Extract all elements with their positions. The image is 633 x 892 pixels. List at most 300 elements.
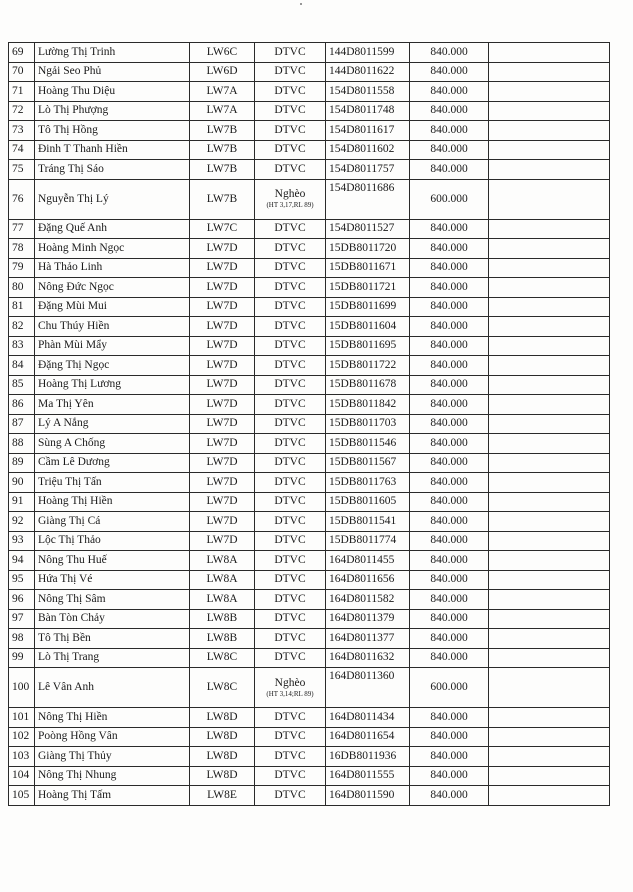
table-row <box>9 727 610 747</box>
student-code-cell: 144D8011599 <box>326 43 410 63</box>
student-name-cell: Lộc Thị Thảo <box>35 531 190 551</box>
student-name-cell: Nông Thị Sâm <box>35 590 190 610</box>
class-cell: LW7D <box>190 375 255 395</box>
table-row <box>9 590 610 610</box>
object-cell: DTVC <box>255 531 326 551</box>
table-row <box>9 278 610 298</box>
amount-cell: 840.000 <box>410 766 489 786</box>
note-cell <box>489 297 610 317</box>
note-cell <box>489 160 610 180</box>
object-cell: DTVC <box>255 375 326 395</box>
amount-cell: 840.000 <box>410 121 489 141</box>
table-row <box>9 648 610 668</box>
object-cell: DTVC <box>255 297 326 317</box>
object-cell: DTVC <box>255 708 326 728</box>
amount-cell: 840.000 <box>410 492 489 512</box>
table-row <box>9 434 610 454</box>
note-cell <box>489 786 610 806</box>
student-code-cell: 154D8011558 <box>326 82 410 102</box>
amount-cell: 840.000 <box>410 140 489 160</box>
student-name-cell: Phàn Mùi Mẩy <box>35 336 190 356</box>
class-cell: LW8D <box>190 708 255 728</box>
student-code-cell: 164D8011656 <box>326 570 410 590</box>
student-name-cell: Giàng Thị Cá <box>35 512 190 532</box>
row-number-cell: 98 <box>9 629 35 649</box>
amount-cell: 840.000 <box>410 258 489 278</box>
row-number-cell: 99 <box>9 648 35 668</box>
object-cell: DTVC <box>255 492 326 512</box>
student-name-cell: Nguyễn Thị Lý <box>35 179 190 219</box>
note-cell <box>489 512 610 532</box>
object-cell: DTVC <box>255 395 326 415</box>
table-row <box>9 414 610 434</box>
note-cell <box>489 219 610 239</box>
class-cell: LW7D <box>190 492 255 512</box>
object-cell: DTVC <box>255 82 326 102</box>
object-cell: DTVC <box>255 101 326 121</box>
row-number-cell: 95 <box>9 570 35 590</box>
table-row <box>9 453 610 473</box>
student-name-cell: Nông Thị Hiền <box>35 708 190 728</box>
amount-cell: 840.000 <box>410 708 489 728</box>
student-name-cell: Hà Thảo Linh <box>35 258 190 278</box>
note-cell <box>489 570 610 590</box>
amount-cell: 840.000 <box>410 278 489 298</box>
object-cell: DTVC <box>255 590 326 610</box>
note-cell <box>489 278 610 298</box>
table-row <box>9 258 610 278</box>
object-cell: DTVC <box>255 747 326 767</box>
note-cell <box>489 336 610 356</box>
table-row <box>9 317 610 337</box>
class-cell: LW8D <box>190 747 255 767</box>
object-cell: DTVC <box>255 43 326 63</box>
row-number-cell: 80 <box>9 278 35 298</box>
class-cell: LW7D <box>190 395 255 415</box>
student-code-cell: 15DB8011703 <box>326 414 410 434</box>
note-cell <box>489 590 610 610</box>
student-code-cell: 15DB8011567 <box>326 453 410 473</box>
object-label: Nghèo <box>274 676 306 689</box>
class-cell: LW7D <box>190 356 255 376</box>
object-cell <box>255 668 326 708</box>
object-cell: DTVC <box>255 727 326 747</box>
student-code-cell: 15DB8011671 <box>326 258 410 278</box>
student-code-cell: 164D8011555 <box>326 766 410 786</box>
object-cell: DTVC <box>255 258 326 278</box>
student-name-cell: Giàng Thị Thủy <box>35 747 190 767</box>
class-cell: LW8D <box>190 766 255 786</box>
amount-cell: 840.000 <box>410 395 489 415</box>
amount-cell: 840.000 <box>410 336 489 356</box>
table-row <box>9 395 610 415</box>
note-cell <box>489 551 610 571</box>
amount-cell: 840.000 <box>410 473 489 493</box>
student-name-cell: Cầm Lê Dương <box>35 453 190 473</box>
student-name-cell: Nông Đức Ngọc <box>35 278 190 298</box>
class-cell: LW8B <box>190 609 255 629</box>
row-number-cell: 90 <box>9 473 35 493</box>
table-row <box>9 121 610 141</box>
table-row <box>9 356 610 376</box>
note-cell <box>489 708 610 728</box>
row-number-cell: 71 <box>9 82 35 102</box>
student-name-cell: Lò Thị Trang <box>35 648 190 668</box>
row-number-cell: 73 <box>9 121 35 141</box>
table-row <box>9 747 610 767</box>
student-name-cell: Lường Thị Trinh <box>35 43 190 63</box>
student-name-cell: Hoàng Thị Lương <box>35 375 190 395</box>
note-cell <box>489 727 610 747</box>
object-cell: DTVC <box>255 453 326 473</box>
row-number-cell: 87 <box>9 414 35 434</box>
table-row <box>9 512 610 532</box>
table-row <box>9 492 610 512</box>
note-cell <box>489 648 610 668</box>
student-code-cell: 164D8011379 <box>326 609 410 629</box>
student-code-cell: 15DB8011842 <box>326 395 410 415</box>
student-name-cell: Ma Thị Yên <box>35 395 190 415</box>
amount-cell: 840.000 <box>410 317 489 337</box>
class-cell: LW7B <box>190 121 255 141</box>
table-row <box>9 179 610 219</box>
table-row <box>9 160 610 180</box>
object-cell: DTVC <box>255 239 326 259</box>
row-number-cell: 75 <box>9 160 35 180</box>
object-cell: DTVC <box>255 648 326 668</box>
student-name-cell: Hoàng Thị Hiền <box>35 492 190 512</box>
student-name-cell: Sùng A Chống <box>35 434 190 454</box>
table-row <box>9 239 610 259</box>
student-code-cell: 15DB8011722 <box>326 356 410 376</box>
student-name-cell: Hứa Thị Vé <box>35 570 190 590</box>
table-row <box>9 570 610 590</box>
amount-cell: 840.000 <box>410 512 489 532</box>
row-number-cell: 83 <box>9 336 35 356</box>
class-cell: LW7D <box>190 297 255 317</box>
note-cell <box>489 531 610 551</box>
amount-cell: 840.000 <box>410 609 489 629</box>
table-row <box>9 551 610 571</box>
table-row <box>9 766 610 786</box>
student-code-cell: 15DB8011605 <box>326 492 410 512</box>
object-cell: DTVC <box>255 121 326 141</box>
row-number-cell: 76 <box>9 179 35 219</box>
row-number-cell: 102 <box>9 727 35 747</box>
row-number-cell: 89 <box>9 453 35 473</box>
note-cell <box>489 609 610 629</box>
note-cell <box>489 395 610 415</box>
student-name-cell: Hoàng Thị Tấm <box>35 786 190 806</box>
table-row <box>9 43 610 63</box>
table-row <box>9 82 610 102</box>
note-cell <box>489 43 610 63</box>
amount-cell: 840.000 <box>410 786 489 806</box>
amount-cell: 840.000 <box>410 297 489 317</box>
note-cell <box>489 140 610 160</box>
amount-cell: 840.000 <box>410 590 489 610</box>
row-number-cell: 85 <box>9 375 35 395</box>
object-cell: DTVC <box>255 629 326 649</box>
class-cell: LW7D <box>190 434 255 454</box>
student-code-cell: 15DB8011774 <box>326 531 410 551</box>
row-number-cell: 86 <box>9 395 35 415</box>
student-name-cell: Lý A Nắng <box>35 414 190 434</box>
amount-cell: 840.000 <box>410 648 489 668</box>
object-cell: DTVC <box>255 336 326 356</box>
student-name-cell: Lò Thị Phượng <box>35 101 190 121</box>
student-code-cell: 15DB8011546 <box>326 434 410 454</box>
class-cell: LW8A <box>190 570 255 590</box>
student-code-cell: 154D8011757 <box>326 160 410 180</box>
class-cell: LW8C <box>190 668 255 708</box>
amount-cell: 840.000 <box>410 160 489 180</box>
table-row <box>9 140 610 160</box>
amount-cell: 600.000 <box>410 179 489 219</box>
student-name-cell: Hoàng Minh Ngọc <box>35 239 190 259</box>
row-number-cell: 74 <box>9 140 35 160</box>
student-code-cell: 154D8011527 <box>326 219 410 239</box>
class-cell: LW7A <box>190 101 255 121</box>
class-cell: LW8A <box>190 590 255 610</box>
student-code-cell: 154D8011602 <box>326 140 410 160</box>
table-row <box>9 609 610 629</box>
row-number-cell: 79 <box>9 258 35 278</box>
student-name-cell: Bàn Tòn Chảy <box>35 609 190 629</box>
object-cell: DTVC <box>255 512 326 532</box>
class-cell: LW8D <box>190 727 255 747</box>
object-cell <box>255 179 326 219</box>
class-cell: LW7D <box>190 414 255 434</box>
row-number-cell: 78 <box>9 239 35 259</box>
row-number-cell: 82 <box>9 317 35 337</box>
amount-cell: 840.000 <box>410 356 489 376</box>
note-cell <box>489 629 610 649</box>
row-number-cell: 81 <box>9 297 35 317</box>
table-row <box>9 62 610 82</box>
class-cell: LW7D <box>190 336 255 356</box>
amount-cell: 840.000 <box>410 239 489 259</box>
student-code-cell: 16DB8011936 <box>326 747 410 767</box>
scan-speck <box>300 3 302 5</box>
class-cell: LW8A <box>190 551 255 571</box>
class-cell: LW7D <box>190 278 255 298</box>
table-row <box>9 629 610 649</box>
row-number-cell: 104 <box>9 766 35 786</box>
row-number-cell: 97 <box>9 609 35 629</box>
note-cell <box>489 434 610 454</box>
table-row <box>9 708 610 728</box>
object-cell: DTVC <box>255 570 326 590</box>
object-cell: DTVC <box>255 356 326 376</box>
student-code-cell: 154D8011617 <box>326 121 410 141</box>
note-cell <box>489 82 610 102</box>
note-cell <box>489 101 610 121</box>
student-code-cell: 15DB8011763 <box>326 473 410 493</box>
table-row <box>9 531 610 551</box>
note-cell <box>489 375 610 395</box>
class-cell: LW7B <box>190 160 255 180</box>
amount-cell: 840.000 <box>410 434 489 454</box>
amount-cell: 840.000 <box>410 43 489 63</box>
class-cell: LW7A <box>190 82 255 102</box>
amount-cell: 840.000 <box>410 629 489 649</box>
row-number-cell: 84 <box>9 356 35 376</box>
row-number-cell: 77 <box>9 219 35 239</box>
object-cell: DTVC <box>255 766 326 786</box>
student-code-cell: 154D8011686 <box>326 179 410 219</box>
roster-body <box>9 43 610 806</box>
student-code-cell: 15DB8011604 <box>326 317 410 337</box>
row-number-cell: 72 <box>9 101 35 121</box>
note-cell <box>489 453 610 473</box>
student-code-cell: 15DB8011678 <box>326 375 410 395</box>
note-cell <box>489 473 610 493</box>
class-cell: LW7D <box>190 531 255 551</box>
row-number-cell: 92 <box>9 512 35 532</box>
amount-cell: 840.000 <box>410 747 489 767</box>
amount-cell: 840.000 <box>410 414 489 434</box>
note-cell <box>489 62 610 82</box>
student-name-cell: Lê Vân Anh <box>35 668 190 708</box>
amount-cell: 840.000 <box>410 62 489 82</box>
class-cell: LW7B <box>190 140 255 160</box>
class-cell: LW7D <box>190 473 255 493</box>
object-cell: DTVC <box>255 551 326 571</box>
student-code-cell: 164D8011434 <box>326 708 410 728</box>
row-number-cell: 105 <box>9 786 35 806</box>
class-cell: LW6D <box>190 62 255 82</box>
object-cell: DTVC <box>255 160 326 180</box>
object-cell: DTVC <box>255 140 326 160</box>
object-label: Nghèo <box>274 188 306 200</box>
amount-cell: 840.000 <box>410 727 489 747</box>
student-name-cell: Hoàng Thu Diệu <box>35 82 190 102</box>
table-row <box>9 668 610 708</box>
class-cell: LW7D <box>190 512 255 532</box>
row-number-cell: 70 <box>9 62 35 82</box>
row-number-cell: 93 <box>9 531 35 551</box>
student-code-cell: 15DB8011695 <box>326 336 410 356</box>
note-cell <box>489 179 610 219</box>
student-code-cell: 164D8011377 <box>326 629 410 649</box>
object-cell: DTVC <box>255 434 326 454</box>
student-name-cell: Chu Thúy Hiền <box>35 317 190 337</box>
object-cell: DTVC <box>255 278 326 298</box>
class-cell: LW6C <box>190 43 255 63</box>
amount-cell: 840.000 <box>410 531 489 551</box>
student-name-cell: Poòng Hồng Vân <box>35 727 190 747</box>
student-name-cell: Tô Thị Bền <box>35 629 190 649</box>
row-number-cell: 100 <box>9 668 35 708</box>
student-code-cell: 15DB8011721 <box>326 278 410 298</box>
row-number-cell: 96 <box>9 590 35 610</box>
amount-cell: 840.000 <box>410 219 489 239</box>
amount-cell: 840.000 <box>410 570 489 590</box>
table-row <box>9 786 610 806</box>
note-cell <box>489 239 610 259</box>
amount-cell: 600.000 <box>410 668 489 708</box>
amount-cell: 840.000 <box>410 551 489 571</box>
table-row <box>9 219 610 239</box>
class-cell: LW8E <box>190 786 255 806</box>
class-cell: LW7D <box>190 239 255 259</box>
object-cell: DTVC <box>255 219 326 239</box>
student-name-cell: Nông Thu Huế <box>35 551 190 571</box>
class-cell: LW8B <box>190 629 255 649</box>
student-code-cell: 164D8011360 <box>326 668 410 708</box>
class-cell: LW7C <box>190 219 255 239</box>
table-row <box>9 101 610 121</box>
note-cell <box>489 414 610 434</box>
table-row <box>9 473 610 493</box>
student-code-cell: 164D8011654 <box>326 727 410 747</box>
student-code-cell: 15DB8011699 <box>326 297 410 317</box>
class-cell: LW7B <box>190 179 255 219</box>
student-name-cell: Đinh T Thanh Hiền <box>35 140 190 160</box>
student-name-cell: Tráng Thị Sáo <box>35 160 190 180</box>
student-roster-table <box>8 42 610 806</box>
note-cell <box>489 766 610 786</box>
row-number-cell: 101 <box>9 708 35 728</box>
object-cell: DTVC <box>255 317 326 337</box>
object-cell: DTVC <box>255 786 326 806</box>
student-name-cell: Nông Thị Nhung <box>35 766 190 786</box>
object-cell: DTVC <box>255 473 326 493</box>
note-cell <box>489 258 610 278</box>
note-cell <box>489 668 610 708</box>
note-cell <box>489 317 610 337</box>
object-cell: DTVC <box>255 414 326 434</box>
row-number-cell: 94 <box>9 551 35 571</box>
student-code-cell: 164D8011632 <box>326 648 410 668</box>
student-code-cell: 144D8011622 <box>326 62 410 82</box>
row-number-cell: 69 <box>9 43 35 63</box>
table-row <box>9 297 610 317</box>
student-code-cell: 15DB8011720 <box>326 239 410 259</box>
student-code-cell: 164D8011455 <box>326 551 410 571</box>
student-name-cell: Đặng Quế Anh <box>35 219 190 239</box>
class-cell: LW8C <box>190 648 255 668</box>
row-number-cell: 88 <box>9 434 35 454</box>
table-row <box>9 336 610 356</box>
row-number-cell: 91 <box>9 492 35 512</box>
row-number-cell: 103 <box>9 747 35 767</box>
note-cell <box>489 747 610 767</box>
student-name-cell: Đặng Mùi Mui <box>35 297 190 317</box>
class-cell: LW7D <box>190 258 255 278</box>
object-note: (HT 3,14;RL 89) <box>266 689 314 698</box>
amount-cell: 840.000 <box>410 101 489 121</box>
object-cell: DTVC <box>255 609 326 629</box>
note-cell <box>489 492 610 512</box>
student-code-cell: 164D8011590 <box>326 786 410 806</box>
student-name-cell: Đặng Thị Ngọc <box>35 356 190 376</box>
object-cell: DTVC <box>255 62 326 82</box>
note-cell <box>489 121 610 141</box>
student-name-cell: Tô Thị Hồng <box>35 121 190 141</box>
student-code-cell: 15DB8011541 <box>326 512 410 532</box>
student-name-cell: Triệu Thị Tấn <box>35 473 190 493</box>
note-cell <box>489 356 610 376</box>
class-cell: LW7D <box>190 317 255 337</box>
amount-cell: 840.000 <box>410 453 489 473</box>
amount-cell: 840.000 <box>410 375 489 395</box>
class-cell: LW7D <box>190 453 255 473</box>
student-code-cell: 154D8011748 <box>326 101 410 121</box>
object-note: (HT 3,17,RL 89) <box>266 201 314 209</box>
table-row <box>9 375 610 395</box>
